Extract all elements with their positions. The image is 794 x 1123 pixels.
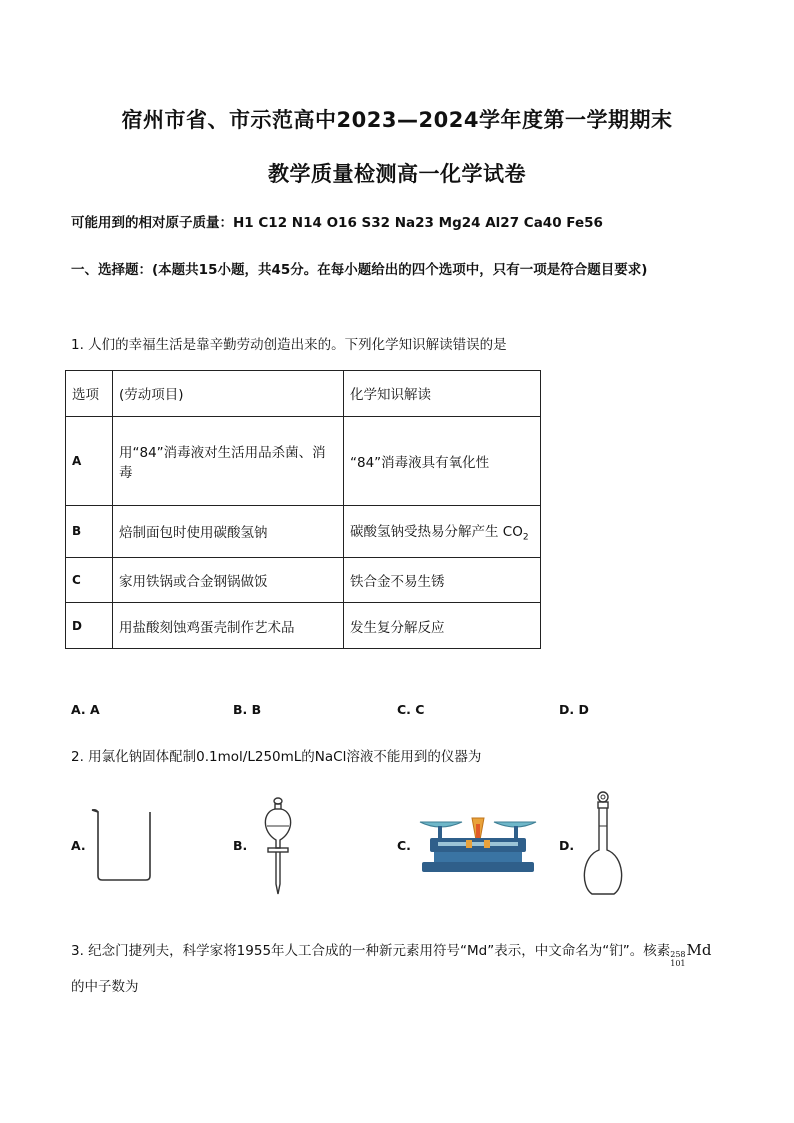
table-cell-knowledge: 发生复分解反应 bbox=[344, 603, 541, 649]
section-heading: 一、选择题：(本题共15小题，共45分。在每小题给出的四个选项中，只有一项是符合题目要求) bbox=[71, 262, 648, 278]
balance-icon bbox=[418, 816, 538, 876]
question-3-text-end: 的中子数为 bbox=[71, 979, 139, 995]
answer-option-a[interactable]: A. bbox=[71, 838, 86, 853]
table-cell-knowledge: 铁合金不易生锈 bbox=[344, 557, 541, 603]
answer-option-b[interactable]: B. B bbox=[233, 702, 262, 717]
table-cell-labor: 家用铁锅或合金钢锅做饭 bbox=[113, 557, 344, 603]
beaker-icon bbox=[88, 806, 158, 884]
atomic-number: 101 bbox=[670, 959, 686, 968]
table-cell-key: D bbox=[66, 603, 113, 649]
table-header-cell: 化学知识解读 bbox=[344, 371, 541, 417]
question-1-stem: 1. 人们的幸福生活是靠辛勤劳动创造出来的。下列化学知识解读错误的是 bbox=[71, 337, 507, 353]
table-row bbox=[66, 505, 541, 557]
table-cell-knowledge: “84”消毒液具有氧化性 bbox=[344, 416, 541, 505]
table-cell-key: A bbox=[66, 416, 113, 505]
table-cell-key: C bbox=[66, 557, 113, 603]
nuclide-scripts bbox=[670, 950, 685, 968]
answer-option-a[interactable]: A. A bbox=[71, 702, 100, 717]
atomic-masses-note: 可能用到的相对原子质量：H1 C12 N14 O16 S32 Na23 Mg24 Al27 Ca40 Fe56 bbox=[71, 215, 603, 231]
question-3-text: 3. 纪念门捷列夫，科学家将1955年人工合成的一种新元素用符号“Md”表示，中文命名为“钔”。核素 bbox=[71, 943, 671, 959]
table-header-cell: (劳动项目) bbox=[113, 371, 344, 417]
table-cell-labor: 用“84”消毒液对生活用品杀菌、消毒 bbox=[113, 416, 344, 505]
exam-title-line1: 宿州市省、市示范高中2023—2024学年度第一学期期末 bbox=[121, 108, 673, 132]
answer-option-d[interactable]: D. bbox=[559, 838, 575, 853]
table-header-cell: 选项 bbox=[66, 371, 113, 417]
table-row bbox=[66, 416, 541, 505]
table-cell-knowledge bbox=[344, 505, 541, 557]
table-cell-labor: 用盐酸刻蚀鸡蛋壳制作艺术品 bbox=[113, 603, 344, 649]
question-3-stem bbox=[71, 932, 723, 1005]
subscript: 2 bbox=[522, 532, 529, 543]
volumetric-flask-icon bbox=[578, 790, 628, 900]
mass-number: 258 bbox=[670, 950, 686, 959]
table-row bbox=[66, 557, 541, 603]
question-1-table bbox=[65, 370, 541, 649]
knowledge-text: 碳酸氢钠受热易分解产生 CO bbox=[350, 523, 523, 540]
table-header-row bbox=[66, 371, 541, 417]
table-row bbox=[66, 603, 541, 649]
question-2-stem: 2. 用氯化钠固体配制0.1mol/L250mL的NaCl溶液不能用到的仪器为 bbox=[71, 749, 482, 765]
exam-title-line2: 教学质量检测高一化学试卷 bbox=[268, 162, 526, 186]
answer-option-c[interactable]: C. C bbox=[397, 702, 425, 717]
table-cell-labor: 焙制面包时使用碳酸氢钠 bbox=[113, 505, 344, 557]
nuclide-notation bbox=[670, 941, 712, 968]
answer-option-c[interactable]: C. bbox=[397, 838, 411, 853]
separatory-funnel-icon bbox=[258, 796, 304, 896]
element-symbol: Md bbox=[686, 941, 712, 959]
answer-option-b[interactable]: B. bbox=[233, 838, 248, 853]
table-cell-key: B bbox=[66, 505, 113, 557]
answer-option-d[interactable]: D. D bbox=[559, 702, 589, 717]
